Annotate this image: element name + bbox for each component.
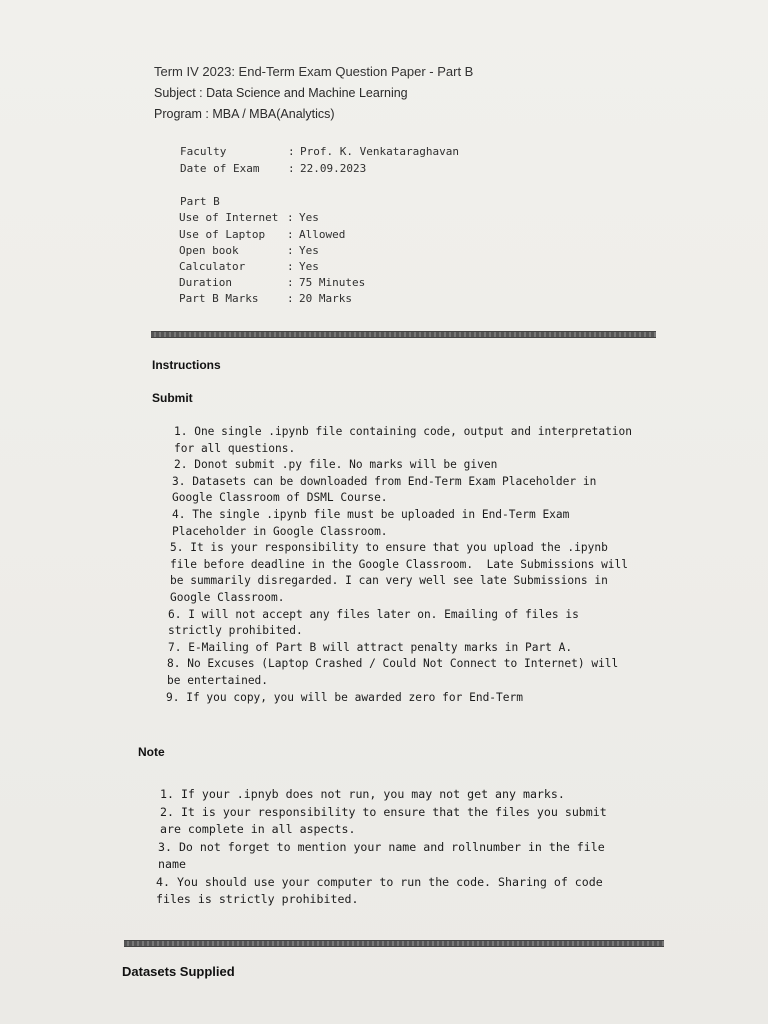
list-item: 3. Datasets can be downloaded from End-Term Exam Placeholder in Google Classroom of DSML Course.	[172, 474, 604, 505]
submit-heading: Submit	[152, 391, 193, 405]
part-b-label: Use of Internet	[179, 211, 279, 224]
list-item: 3. Do not forget to mention your name and rollnumber in the file name	[158, 839, 612, 871]
list-item: 5. It is your responsibility to ensure that you upload the .ipynb file before deadline in the Google Classroom. Late Submissions will be summarily disregarded. I can very well see late Submissions in Google Classroom.	[170, 541, 635, 604]
detail-row-date: Date of Exam : 22.09.2023	[180, 162, 367, 175]
list-item: 2. It is your responsibility to ensure that the files you submit are complete in all aspects.	[160, 804, 614, 836]
exam-title: Term IV 2023: End-Term Exam Question Paper - Part B	[154, 64, 474, 79]
part-b-row: Use of Laptop : Allowed	[179, 228, 346, 241]
part-b-row: Part B Marks : 20 Marks	[179, 292, 352, 305]
part-b-label: Open book	[179, 244, 239, 257]
list-item: 4. The single .ipynb file must be uploaded in End-Term Exam Placeholder in Google Classroom.	[172, 507, 577, 538]
section-divider	[151, 331, 656, 338]
part-b-value: 20 Marks	[299, 292, 352, 305]
list-item: 6. I will not accept any files later on. Emailing of files is strictly prohibited.	[168, 607, 586, 638]
list-item: 4. You should use your computer to run the code. Sharing of code files is strictly prohibited.	[156, 874, 610, 906]
part-b-row: Open book : Yes	[179, 244, 319, 257]
datasets-heading: Datasets Supplied	[122, 964, 235, 979]
part-b-row: Duration : 75 Minutes	[179, 276, 366, 289]
part-b-value: Yes	[299, 260, 319, 273]
part-b-row: Calculator : Yes	[179, 260, 319, 273]
part-b-value: Yes	[299, 211, 319, 224]
list-item: 2. Donot submit .py file. No marks will be given	[174, 458, 498, 472]
detail-label: Date of Exam	[180, 162, 260, 175]
instructions-list	[166, 424, 639, 706]
part-b-row: Use of Internet : Yes	[179, 211, 319, 224]
instructions-heading: Instructions	[152, 358, 221, 372]
part-b-label: Calculator	[179, 260, 246, 273]
list-item: 1. If your .ipnyb does not run, you may not get any marks.	[160, 787, 565, 801]
part-b-label: Part B Marks	[179, 292, 259, 305]
part-b-label: Duration	[179, 276, 232, 289]
note-list	[156, 786, 626, 909]
part-b-value: Yes	[299, 244, 319, 257]
subject-line: Subject : Data Science and Machine Learning	[154, 86, 408, 100]
detail-value: Prof. K. Venkataraghavan	[300, 145, 459, 158]
list-item: 7. E-Mailing of Part B will attract penalty marks in Part A.	[168, 640, 573, 654]
note-heading: Note	[138, 745, 165, 759]
part-b-heading: Part B	[180, 195, 220, 208]
part-b-value: Allowed	[299, 228, 346, 241]
section-divider	[124, 940, 664, 947]
list-item: 8. No Excuses (Laptop Crashed / Could Not Connect to Internet) will be entertained.	[167, 657, 626, 687]
detail-value: 22.09.2023	[300, 162, 367, 175]
detail-row-faculty: Faculty : Prof. K. Venkataraghavan	[180, 145, 459, 158]
list-item: 1. One single .ipynb file containing code, output and interpretation for all questions.	[174, 425, 639, 455]
detail-label: Faculty	[180, 145, 227, 158]
part-b-label: Use of Laptop	[179, 228, 266, 241]
program-line: Program : MBA / MBA(Analytics)	[154, 107, 335, 121]
part-b-value: 75 Minutes	[299, 276, 366, 289]
list-item: 9. If you copy, you will be awarded zero for End-Term	[166, 690, 523, 704]
